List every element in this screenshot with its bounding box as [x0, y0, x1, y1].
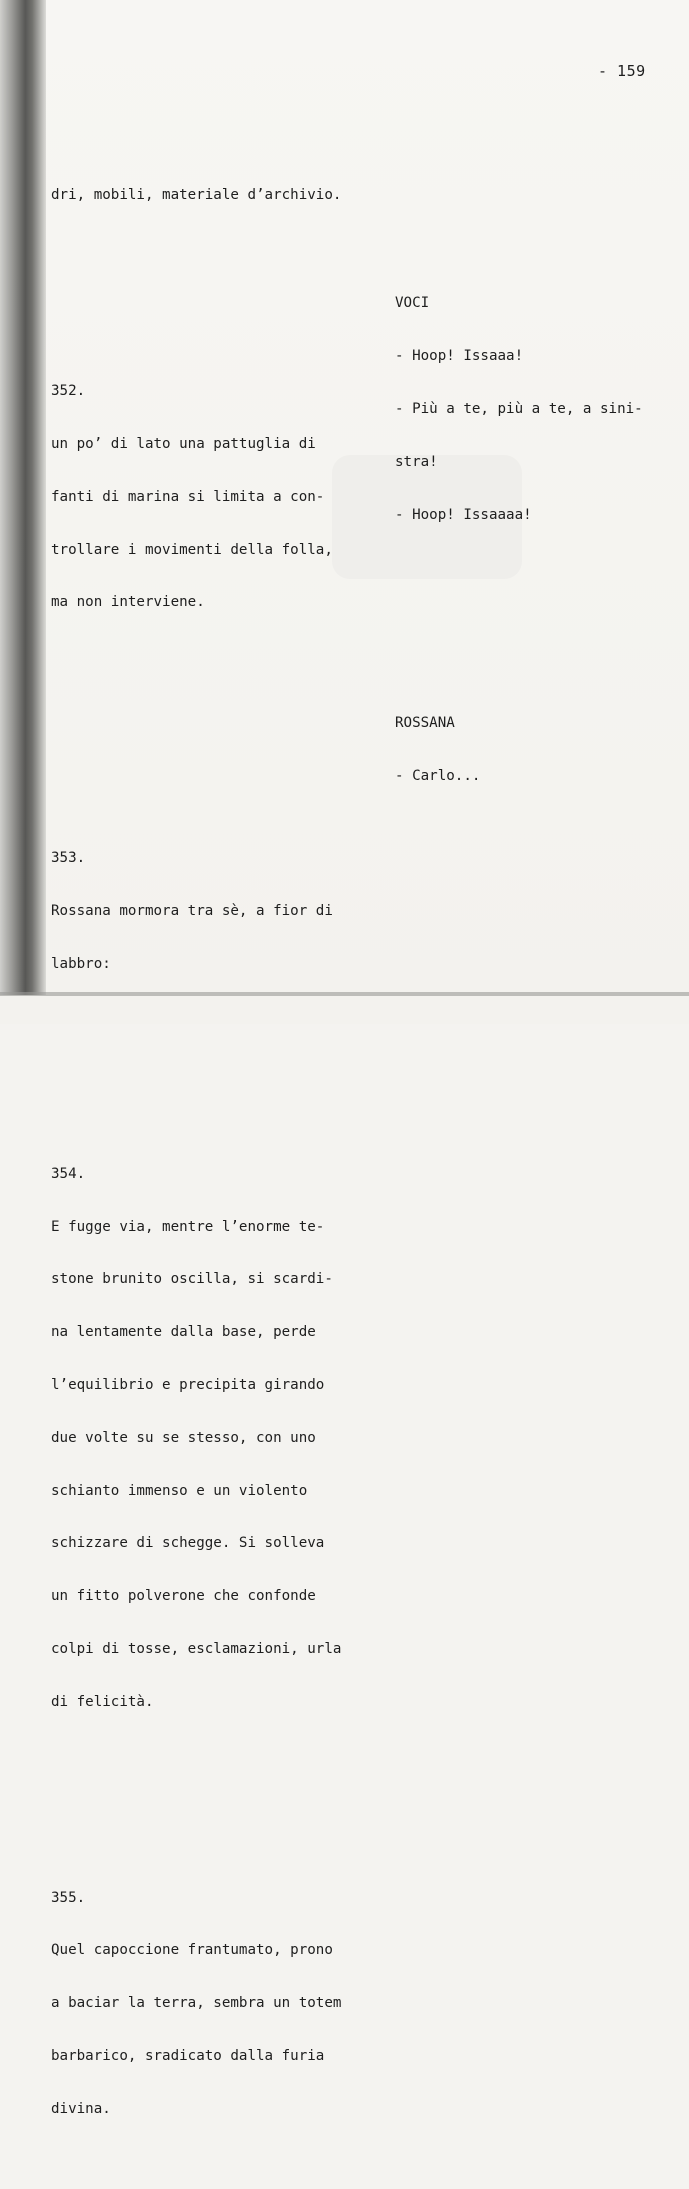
- scene-355: [51, 1854, 371, 2153]
- speaker-name: ROSSANA: [395, 714, 455, 731]
- opening-text: [51, 152, 371, 240]
- scene-number: 355.: [51, 1889, 86, 1906]
- text-line: Rossana mormora tra sè, a fior di: [51, 903, 333, 920]
- text-line: a baciar la terra, sembra un totem: [51, 1995, 342, 2012]
- page-number: - 159: [598, 62, 646, 80]
- text-line: Quel capoccione frantumato, prono: [51, 1942, 333, 1959]
- scene-354: [51, 1131, 371, 1747]
- text-line: un po’ di lato una pattuglia di: [51, 436, 316, 453]
- dialogue-line: - Hoop! Issaaa!: [395, 348, 524, 365]
- left-column: [51, 117, 371, 2189]
- binding-shadow: [0, 0, 46, 995]
- text-line: barbarico, sradicato dalla furia: [51, 2047, 325, 2064]
- scene-number: 354.: [51, 1165, 86, 1182]
- text-line: colpi di tosse, esclamazioni, urla: [51, 1640, 342, 1657]
- text-line: dri, mobili, materiale d’archivio.: [51, 187, 342, 204]
- text-line: due volte su se stesso, con uno: [51, 1429, 316, 1446]
- dialogue-rossana: [395, 680, 685, 821]
- text-line: di felicità.: [51, 1693, 154, 1710]
- text-line: stone brunito oscilla, si scardi-: [51, 1271, 333, 1288]
- text-line: schianto immenso e un violento: [51, 1482, 308, 1499]
- text-line: divina.: [51, 2100, 111, 2117]
- dialogue-line: - Più a te, più a te, a sini-: [395, 400, 643, 417]
- dialogue-line: stra!: [395, 453, 438, 470]
- scene-353: [51, 815, 371, 1009]
- text-line: l’equilibrio e precipita girando: [51, 1377, 325, 1393]
- text-line: fanti di marina si limita a con-: [51, 488, 325, 505]
- scene-number: 353.: [51, 850, 86, 867]
- scene-352: [51, 348, 371, 647]
- text-line: ma non interviene.: [51, 594, 205, 611]
- dialogue-line: - Carlo...: [395, 767, 481, 784]
- text-line: E fugge via, mentre l’enorme te-: [51, 1218, 325, 1235]
- right-column: [395, 225, 685, 856]
- text-line: schizzare di schegge. Si solleva: [51, 1535, 325, 1552]
- speaker-name: VOCI: [395, 295, 430, 312]
- dialogue-line: - Hoop! Issaaaa!: [395, 506, 532, 523]
- text-line: labbro:: [51, 955, 111, 972]
- text-line: un fitto polverone che confonde: [51, 1588, 316, 1605]
- text-line: na lentamente dalla base, perde: [51, 1324, 316, 1341]
- dialogue-voci: [395, 260, 685, 559]
- text-line: trollare i movimenti della folla,: [51, 541, 333, 558]
- scene-number: 352.: [51, 383, 86, 400]
